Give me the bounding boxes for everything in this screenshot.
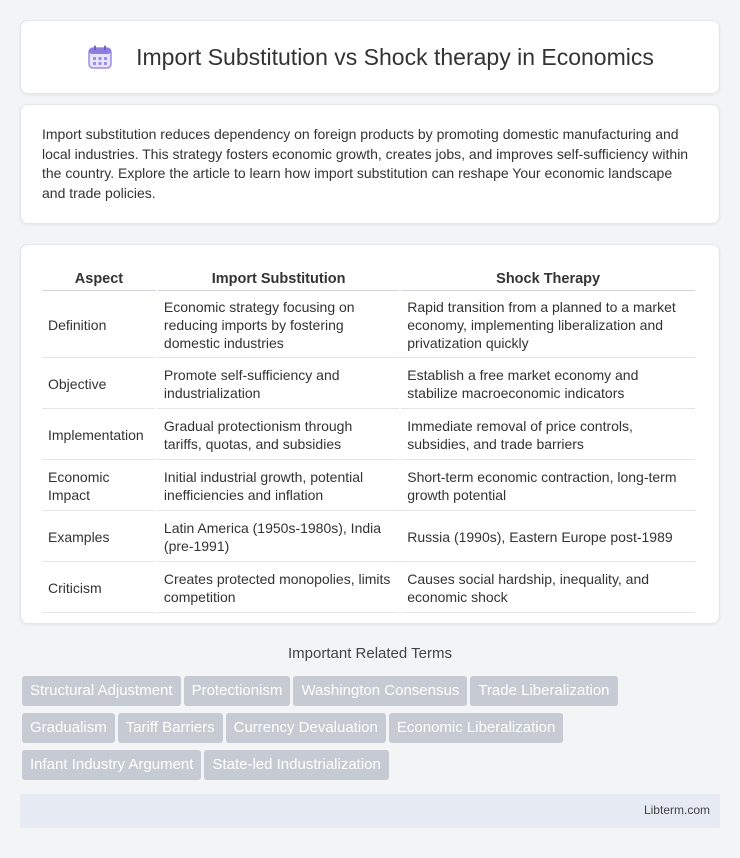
- related-term-tag[interactable]: Protectionism: [184, 676, 291, 706]
- row-import-substitution: Gradual protectionism through tariffs, quotas, and subsidies: [158, 411, 399, 460]
- footer: [20, 794, 720, 828]
- related-term-tag[interactable]: State-led Industrialization: [204, 750, 388, 780]
- related-terms-list: [22, 676, 702, 787]
- intro-paragraph: Import substitution reduces dependency on foreign products by promoting domestic manufacturing and local industries. This strategy fosters economic growth, creates jobs, and improves self-sufficiency within the country. Explore the article to learn how import substitution can reshape Your economic landscape and trade policies.: [42, 126, 689, 201]
- header-shock-therapy: Shock Therapy: [401, 267, 695, 291]
- row-shock-therapy: Establish a free market economy and stabilize macroeconomic indicators: [401, 360, 695, 409]
- table-header-row: [42, 267, 695, 291]
- related-term-tag[interactable]: Currency Devaluation: [226, 713, 386, 743]
- table-row: [42, 360, 695, 409]
- related-term-tag[interactable]: Structural Adjustment: [22, 676, 181, 706]
- row-aspect: Implementation: [42, 411, 156, 460]
- related-term-tag[interactable]: Washington Consensus: [293, 676, 467, 706]
- related-term-tag[interactable]: Trade Liberalization: [470, 676, 617, 706]
- title-card: [20, 20, 720, 94]
- row-import-substitution: Economic strategy focusing on reducing imports by fostering domestic industries: [158, 293, 399, 358]
- row-import-substitution: Initial industrial growth, potential inefficiencies and inflation: [158, 462, 399, 511]
- row-shock-therapy: Short-term economic contraction, long-term growth potential: [401, 462, 695, 511]
- comparison-table: [40, 265, 697, 615]
- footer-site-link[interactable]: Libterm.com: [643, 803, 710, 817]
- page-title: Import Substitution vs Shock therapy in Economics: [136, 43, 654, 70]
- row-import-substitution: Latin America (1950s-1980s), India (pre-1991): [158, 513, 399, 562]
- row-aspect: Economic Impact: [42, 462, 156, 511]
- table-row: [42, 564, 695, 613]
- related-term-tag[interactable]: Gradualism: [22, 713, 115, 743]
- row-aspect: Objective: [42, 360, 156, 409]
- row-import-substitution: Promote self-sufficiency and industrialization: [158, 360, 399, 409]
- table-row: [42, 411, 695, 460]
- row-shock-therapy: Rapid transition from a planned to a market economy, implementing liberalization and privatization quickly: [401, 293, 695, 358]
- row-shock-therapy: Immediate removal of price controls, subsidies, and trade barriers: [401, 411, 695, 460]
- row-aspect: Criticism: [42, 564, 156, 613]
- comparison-table-card: [20, 244, 720, 624]
- table-row: [42, 513, 695, 562]
- header-aspect: Aspect: [42, 267, 156, 291]
- row-shock-therapy: Russia (1990s), Eastern Europe post-1989: [401, 513, 695, 562]
- related-term-tag[interactable]: Infant Industry Argument: [22, 750, 201, 780]
- row-shock-therapy: Causes social hardship, inequality, and economic shock: [401, 564, 695, 613]
- row-aspect: Examples: [42, 513, 156, 562]
- row-aspect: Definition: [42, 293, 156, 358]
- calendar-icon: [86, 43, 114, 71]
- row-import-substitution: Creates protected monopolies, limits competition: [158, 564, 399, 613]
- related-terms-heading: Important Related Terms: [288, 645, 452, 662]
- related-term-tag[interactable]: Economic Liberalization: [389, 713, 563, 743]
- header-import-substitution: Import Substitution: [158, 267, 399, 291]
- table-row: [42, 462, 695, 511]
- related-term-tag[interactable]: Tariff Barriers: [118, 713, 223, 743]
- table-row: [42, 293, 695, 358]
- intro-card: [20, 104, 720, 224]
